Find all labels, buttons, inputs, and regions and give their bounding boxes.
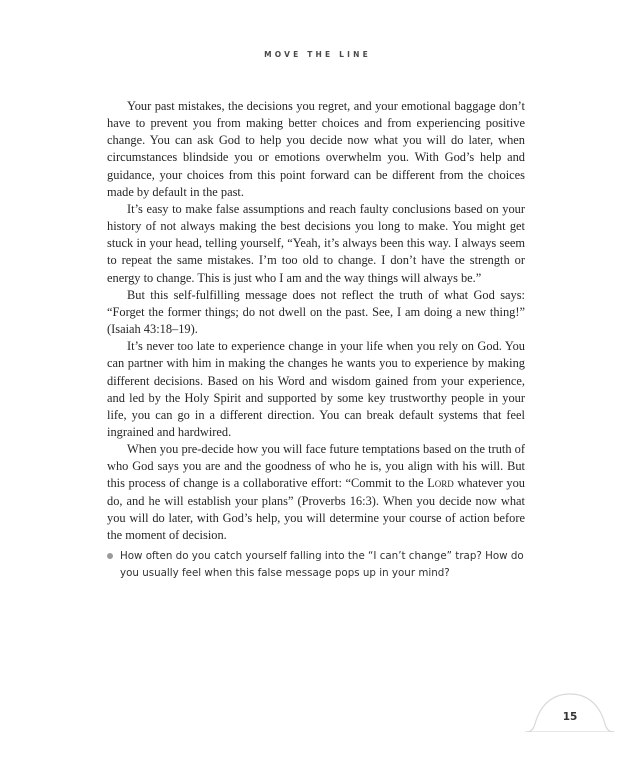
running-head: MOVE THE LINE bbox=[264, 50, 371, 59]
discussion-question bbox=[107, 548, 527, 581]
page-tab bbox=[525, 688, 615, 732]
page-number: 15 bbox=[562, 711, 578, 723]
body-text bbox=[107, 98, 525, 544]
paragraph: But this self-fulfilling message does not reflect the truth of what God says: “Forget the former things; do not dwell on the past. See, I am doing a new thing!” (Isaiah 43:18–19). bbox=[107, 287, 525, 337]
bullet-icon bbox=[107, 553, 113, 559]
page-tab-shape-icon bbox=[525, 688, 615, 732]
paragraph: It’s easy to make false assumptions and reach faulty conclusions based on your history of not always making the best decisions you long to make. You might get stuck in your head, telling yourself, “Yeah, it’s always been this way. I always seem to repeat the same mistakes. I’m too old to change. I don’t have the strength or energy to change. This is just who I am and the way things will always be.” bbox=[107, 201, 525, 285]
paragraph-text: whatever you do, and he will establish your plans” (Proverbs 16:3). When you decide now what you will do later, with God’s help, you will determine your course of action before the moment of decision. bbox=[107, 476, 526, 542]
paragraph: Your past mistakes, the decisions you regret, and your emotional baggage don’t have to prevent you from making better choices and from experiencing positive change. You can ask God to help you decide now what you will do later, when circumstances blindside you or emotions overwhelm you. With God’s help and guidance, your choices from this point forward can be different from the choices made by default in the past. bbox=[107, 99, 525, 199]
paragraph bbox=[107, 441, 525, 544]
paragraph: It’s never too late to experience change in your life when you rely on God. You can partner with him in making the changes he wants you to experience by making different decisions. Based on his Word and wisdom gained from your experience, and led by the Holy Spirit and supported by some key trustworthy people in your life, you can go in a different direction. You can break default systems that feel ingrained and hardwired. bbox=[107, 339, 525, 439]
lord-small-caps: Lord bbox=[427, 476, 454, 491]
question-text: How often do you catch yourself falling into the “I can’t change” trap? How do you usually feel when this false message pops up in your mind? bbox=[120, 550, 524, 579]
paragraph-text: When you pre-decide how you will face future temptations based on the truth of who God says you are and the goodness of who he is, you align with his will. But this process of change is a collaborative effort: “Commit to the bbox=[107, 442, 525, 491]
